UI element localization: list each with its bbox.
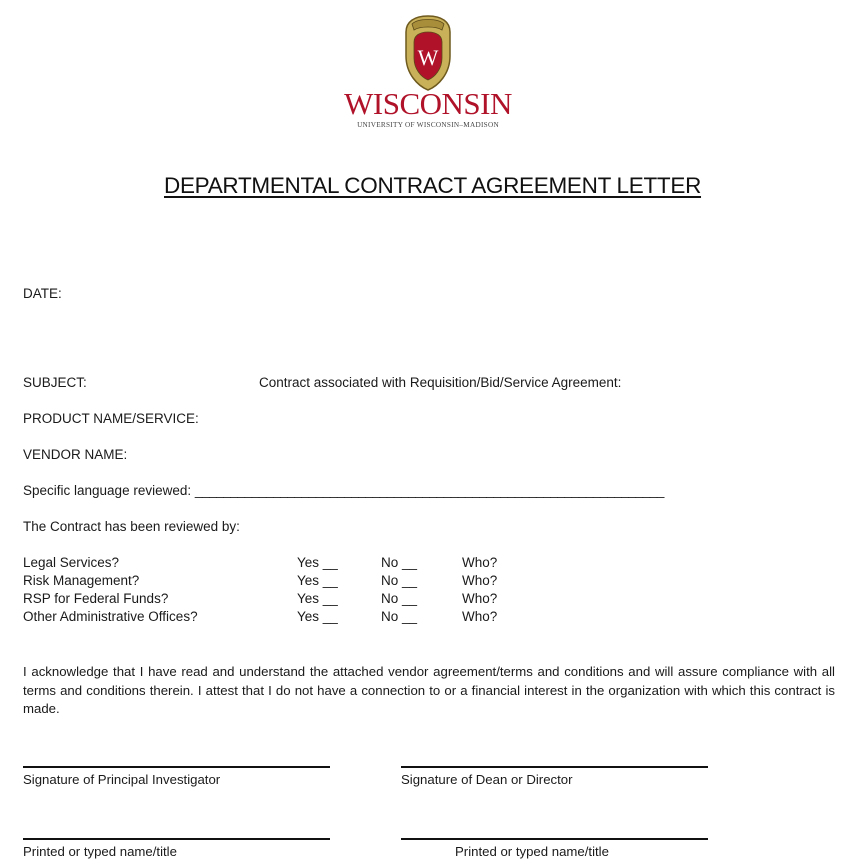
no-blank[interactable]: No __ <box>381 591 418 606</box>
yes-blank[interactable]: Yes __ <box>297 555 338 570</box>
language-reviewed-blank[interactable]: __________________________________________________________________ <box>194 483 665 498</box>
wordmark: WISCONSIN <box>344 86 512 121</box>
office-label: Legal Services? <box>23 555 120 570</box>
subject-label: SUBJECT: <box>23 375 87 390</box>
pi-printed-name-label: Printed or typed name/title <box>23 844 177 859</box>
office-label: Other Administrative Offices? <box>23 609 198 624</box>
dean-printed-name-label: Printed or typed name/title <box>455 844 609 859</box>
reviewed-by-label: The Contract has been reviewed by: <box>23 519 240 534</box>
office-label: Risk Management? <box>23 573 140 588</box>
wordmark-subtitle: UNIVERSITY OF WISCONSIN–MADISON <box>357 121 499 129</box>
dean-printed-name-line[interactable] <box>401 838 708 840</box>
acknowledgement-paragraph: I acknowledge that I have read and understand the attached vendor agreement/terms and conditions and will assure compliance with all terms and conditions therein. I attest that I do not have a connection to or a financial interest in the organization with which this contract is made. <box>23 664 835 716</box>
product-label: PRODUCT NAME/SERVICE: <box>23 411 199 426</box>
no-blank[interactable]: No __ <box>381 555 418 570</box>
yes-blank[interactable]: Yes __ <box>297 591 338 606</box>
crest-letter: W <box>417 45 439 70</box>
yes-blank[interactable]: Yes __ <box>297 573 338 588</box>
no-blank[interactable]: No __ <box>381 573 418 588</box>
date-label: DATE: <box>23 286 62 301</box>
who-field[interactable]: Who? <box>462 609 498 624</box>
dean-signature-line[interactable] <box>401 766 708 768</box>
pi-signature-line[interactable] <box>23 766 330 768</box>
uw-crest-icon <box>400 12 456 92</box>
yes-blank[interactable]: Yes __ <box>297 609 338 624</box>
page-title: DEPARTMENTAL CONTRACT AGREEMENT LETTER <box>164 173 702 198</box>
pi-printed-name-line[interactable] <box>23 838 330 840</box>
who-field[interactable]: Who? <box>462 573 498 588</box>
who-field[interactable]: Who? <box>462 591 498 606</box>
vendor-label: VENDOR NAME: <box>23 447 128 462</box>
who-field[interactable]: Who? <box>462 555 498 570</box>
pi-signature-label: Signature of Principal Investigator <box>23 772 221 787</box>
dean-signature-label: Signature of Dean or Director <box>401 772 573 787</box>
office-label: RSP for Federal Funds? <box>23 591 169 606</box>
subject-text: Contract associated with Requisition/Bid/Service Agreement: <box>259 375 622 390</box>
no-blank[interactable]: No __ <box>381 609 418 624</box>
language-reviewed-label: Specific language reviewed: <box>23 483 192 498</box>
language-reviewed-field[interactable] <box>23 483 664 498</box>
